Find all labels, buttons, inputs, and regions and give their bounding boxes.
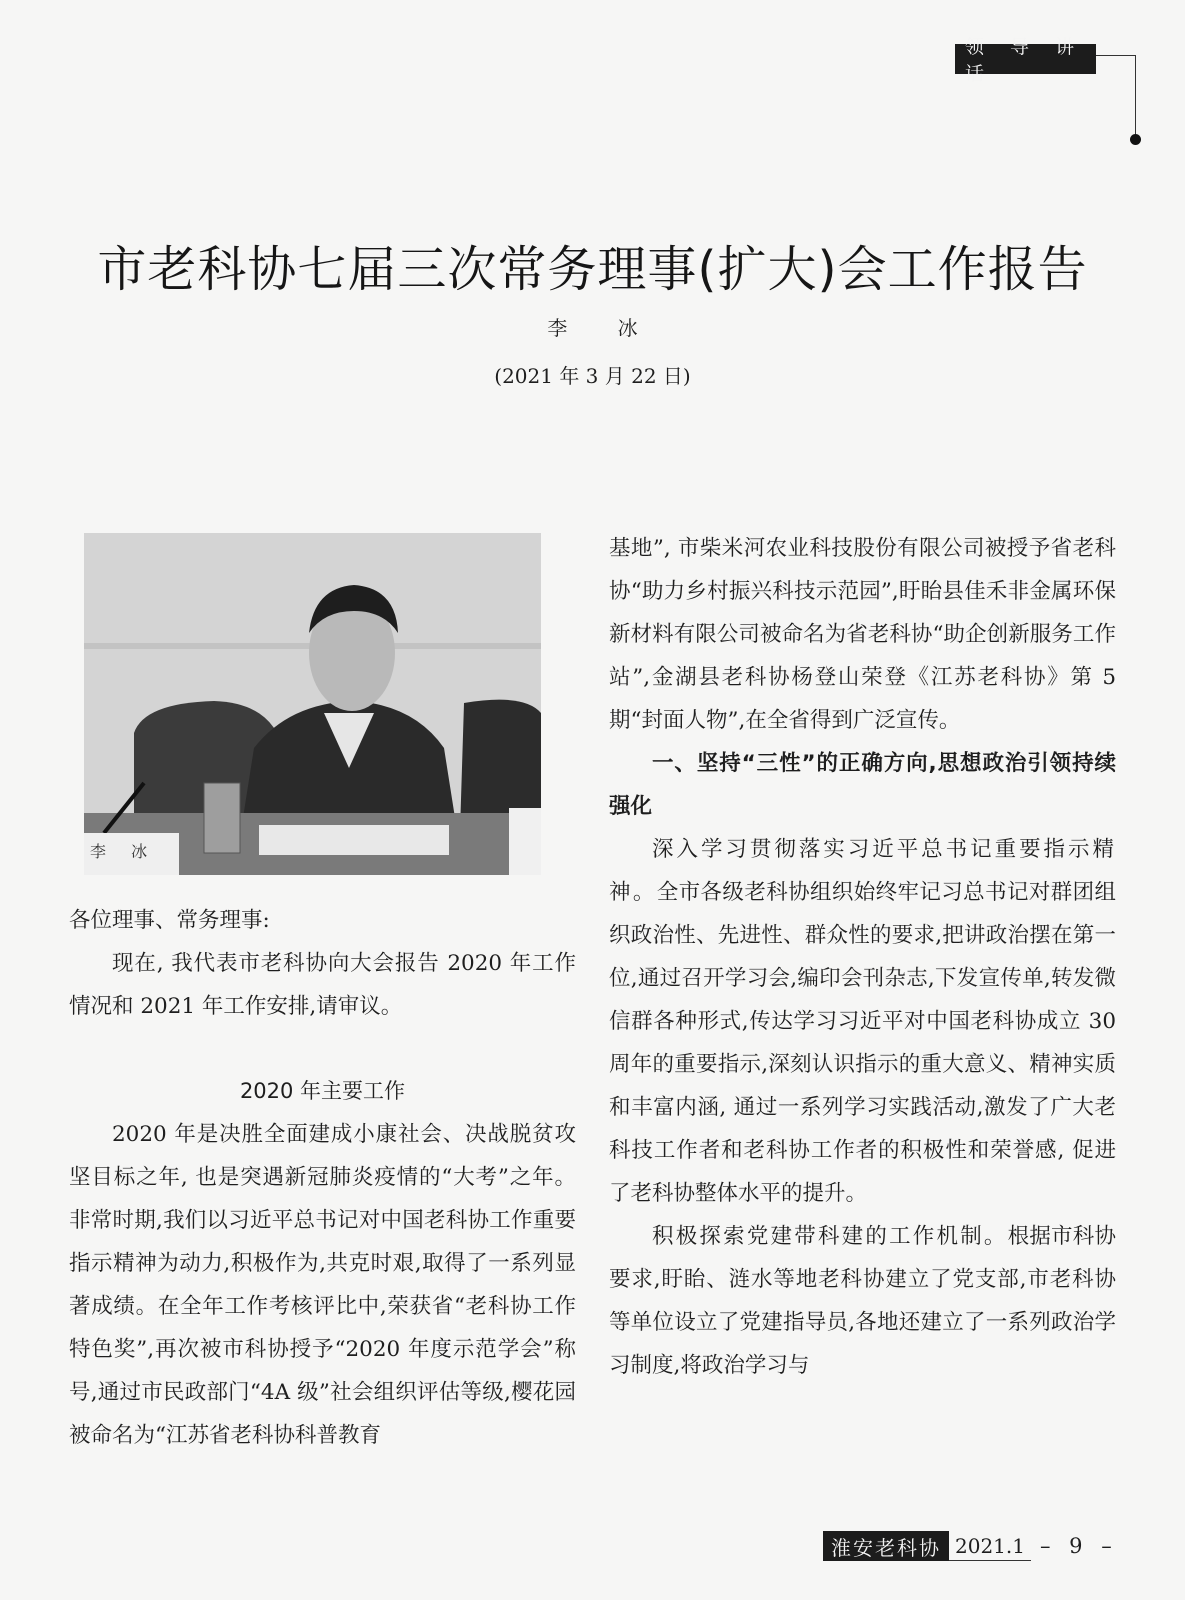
subheading: 一、坚持“三性”的正确方向,思想政治引领持续强化 xyxy=(609,751,1116,819)
section-tag: 领 导 讲 话 xyxy=(955,44,1096,74)
page-number: – 9 – xyxy=(1040,1534,1118,1558)
header-rule-horizontal xyxy=(1096,55,1136,56)
lead-sentence: 积极探索党建带科建的工作机制。 xyxy=(652,1224,1008,1249)
section-heading: 2020 年主要工作 xyxy=(239,1079,406,1103)
nameplate-text: 李 冰 xyxy=(90,842,158,861)
lead-sentence: 深入学习贯彻落实习近平总书记重要指示精神。 xyxy=(609,837,1116,905)
paragraph-text: 全市各级老科协组织始终牢记习总书记对群团组织政治性、先进性、群众性的要求,把讲政治摆在第一位,通过召开学习会,编印会刊杂志,下发宣传单,转发微信群各种形式,传达学习习近平对中国老科协成立 30 周年的重要指示,深刻认识指示的重大意义、精神实质和丰富内涵, 通过一系列学习实践活动,激发了广大老科技工作者和老科协工作者的积极性和荣誉感, 促进了老科协整体水平的提升。 xyxy=(609,880,1116,1206)
article-title: 市老科协七届三次常务理事(扩大)会工作报告 xyxy=(97,240,1088,298)
body-paragraph xyxy=(609,828,1116,1215)
intro-paragraph: 现在, 我代表市老科协向大会报告 2020 年工作情况和 2021 年工作安排,请审议。 xyxy=(69,951,576,1019)
right-column xyxy=(609,527,1116,1387)
magazine-name: 淮安老科协 xyxy=(823,1531,949,1561)
header-rule-vertical xyxy=(1135,55,1136,137)
greeting: 各位理事、常务理事: xyxy=(69,908,270,933)
left-column xyxy=(69,899,576,1457)
author-name: 李 冰 xyxy=(547,316,660,340)
footer-magazine xyxy=(823,1531,1031,1561)
speaker-photo xyxy=(84,533,541,875)
body-paragraph-continued: 基地”, 市柴米河农业科技股份有限公司被授予省老科协“助力乡村振兴科技示范园”,盱眙县佳禾非金属环保新材料有限公司被命名为省老科协“助企创新服务工作站”,金湖县老科协杨登山荣登《江苏老科协》第 5 期“封面人物”,在全省得到广泛宣传。 xyxy=(609,536,1116,733)
issue-number: 2021.1 xyxy=(949,1531,1031,1561)
body-paragraph xyxy=(609,1215,1116,1387)
body-paragraph: 2020 年是决胜全面建成小康社会、决战脱贫攻坚目标之年, 也是突遇新冠肺炎疫情的“大考”之年。非常时期,我们以习近平总书记对中国老科协工作重要指示精神为动力,积极作为,共克时艰,取得了一系列显著成绩。在全年工作考核评比中,荣获省“老科协工作特色奖”,再次被市科协授予“2020 年度示范学会”称号,通过市民政部门“4A 级”社会组织评估等级,樱花园被命名为“江苏省老科协科普教育 xyxy=(69,1122,576,1448)
paragraph-text: 根据市科协要求,盱眙、涟水等地老科协建立了党支部,市老科协等单位设立了党建指导员,各地还建立了一系列政治学习制度,将政治学习与 xyxy=(609,1224,1116,1378)
report-date: (2021 年 3 月 22 日) xyxy=(494,364,691,388)
header-rule-dot xyxy=(1130,134,1141,145)
